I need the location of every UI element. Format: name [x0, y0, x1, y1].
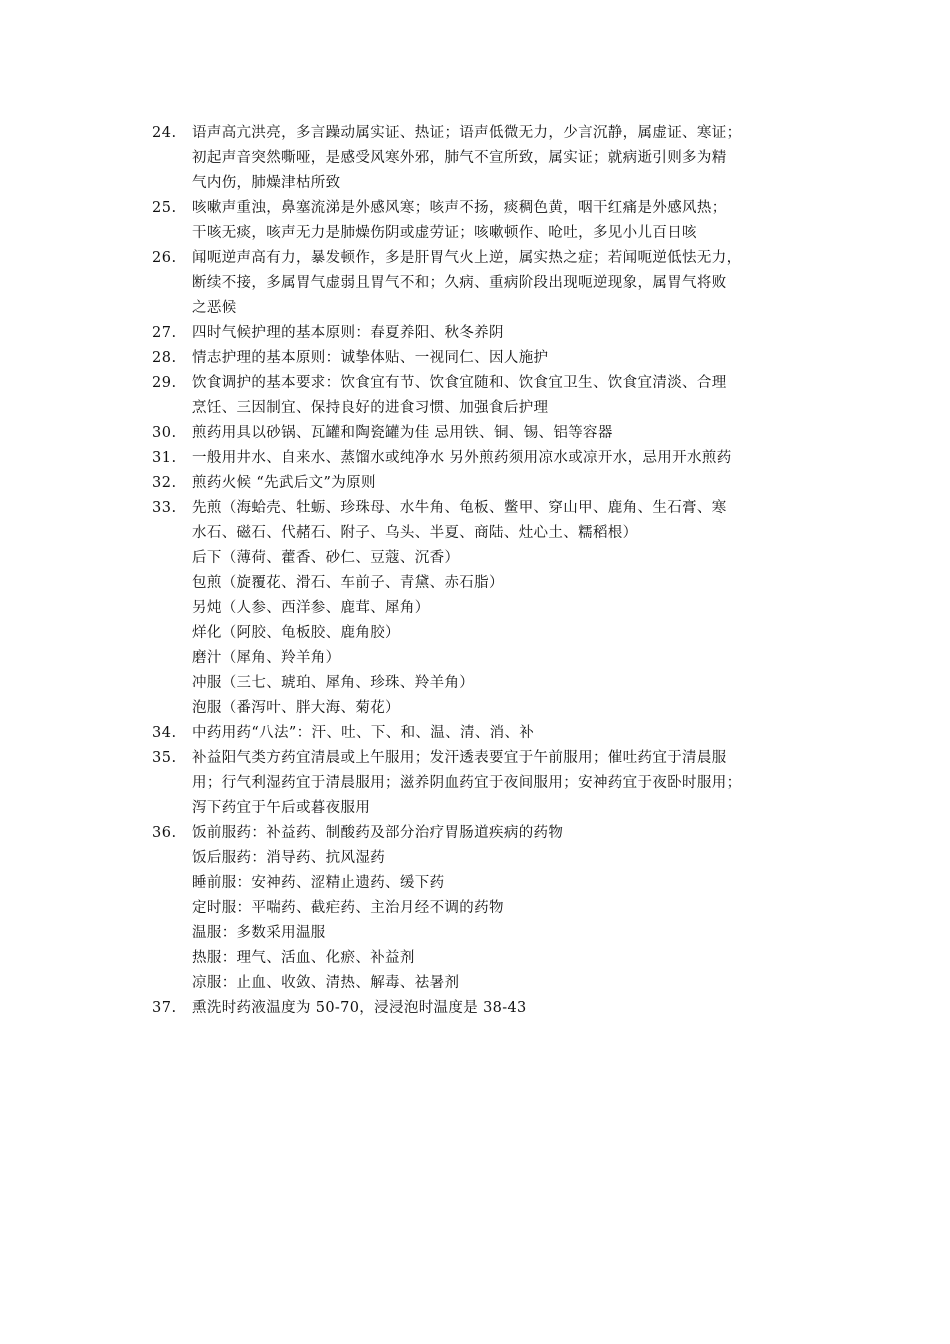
text-line: 咳嗽声重浊，鼻塞流涕是外感风寒；咳声不扬，痰稠色黄，咽干红痛是外感风热； — [192, 200, 727, 216]
text-line: 磨汁（犀角、羚羊角） — [192, 650, 341, 666]
item-number: 31. — [152, 450, 177, 466]
list-item — [0, 821, 950, 996]
item-number: 36. — [152, 825, 177, 841]
text-line: 四时气候护理的基本原则：春夏养阳、秋冬养阴 — [192, 325, 504, 341]
text-line: 后下（薄荷、藿香、砂仁、豆蔻、沉香） — [192, 550, 460, 566]
item-text — [192, 321, 832, 346]
item-text — [192, 821, 832, 996]
text-line: 情志护理的基本原则：诚挚体贴、一视同仁、因人施护 — [192, 350, 549, 366]
text-line: 泻下药宜于午后或暮夜服用 — [192, 800, 371, 816]
text-line: 一般用井水、自来水、蒸馏水或纯净水 另外煎药须用凉水或凉开水，忌用开水煎药 — [192, 450, 732, 466]
list-item — [0, 421, 950, 446]
list-item — [0, 121, 950, 196]
document-page — [0, 121, 950, 1021]
text-line: 水石、磁石、代赭石、附子、乌头、半夏、商陆、灶心土、糯稻根） — [192, 525, 638, 541]
text-line: 热服：理气、活血、化瘀、补益剂 — [192, 950, 415, 966]
text-line: 干咳无痰，咳声无力是肺燥伤阴或虚劳证；咳嗽顿作、呛吐，多见小儿百日咳 — [192, 225, 697, 241]
item-number: 37. — [152, 1000, 177, 1016]
item-number: 25. — [152, 200, 177, 216]
text-line: 气内伤，肺燥津枯所致 — [192, 175, 341, 191]
item-text — [192, 346, 832, 371]
text-line: 熏洗时药液温度为 50-70，浸浸泡时温度是 38-43 — [192, 1000, 527, 1016]
list-item — [0, 496, 950, 721]
item-number: 29. — [152, 375, 177, 391]
text-line: 先煎（海蛤壳、牡蛎、珍珠母、水牛角、龟板、鳖甲、穿山甲、鹿角、生石膏、寒 — [192, 500, 727, 516]
item-number: 28. — [152, 350, 177, 366]
text-line: 之恶候 — [192, 300, 237, 316]
item-text — [192, 746, 832, 821]
text-line: 中药用药“八法”：汗、吐、下、和、温、清、消、补 — [192, 725, 535, 741]
text-line: 补益阳气类方药宜清晨或上午服用；发汗透表要宜于午前服用；催吐药宜于清晨服 — [192, 750, 727, 766]
list-item — [0, 746, 950, 821]
item-text — [192, 446, 832, 471]
item-number: 30. — [152, 425, 177, 441]
text-line: 烹饪、三因制宜、保持良好的进食习惯、加强食后护理 — [192, 400, 549, 416]
item-number: 33. — [152, 500, 177, 516]
item-text — [192, 721, 832, 746]
item-number: 27. — [152, 325, 177, 341]
text-line: 语声高亢洪亮，多言躁动属实证、热证；语声低微无力，少言沉静，属虚证、寒证； — [192, 125, 742, 141]
item-text — [192, 471, 832, 496]
item-number: 34. — [152, 725, 177, 741]
item-number: 26. — [152, 250, 177, 266]
list-item — [0, 446, 950, 471]
text-line: 温服：多数采用温服 — [192, 925, 326, 941]
list-item — [0, 196, 950, 246]
text-line: 用；行气利湿药宜于清晨服用；滋养阴血药宜于夜间服用；安神药宜于夜卧时服用； — [192, 775, 742, 791]
item-number: 32. — [152, 475, 177, 491]
item-number: 24. — [152, 125, 177, 141]
item-text — [192, 996, 832, 1021]
item-text — [192, 371, 832, 421]
text-line: 饭后服药：消导药、抗风湿药 — [192, 850, 386, 866]
text-line: 初起声音突然嘶哑，是感受风寒外邪，肺气不宣所致，属实证；就病逝引则多为精 — [192, 150, 727, 166]
item-text — [192, 246, 832, 321]
text-line: 另炖（人参、西洋参、鹿茸、犀角） — [192, 600, 430, 616]
item-text — [192, 121, 832, 196]
item-number: 35. — [152, 750, 177, 766]
list-item — [0, 346, 950, 371]
text-line: 烊化（阿胶、龟板胶、鹿角胶） — [192, 625, 400, 641]
text-line: 煎药用具以砂锅、瓦罐和陶瓷罐为佳 忌用铁、铜、锡、铝等容器 — [192, 425, 613, 441]
item-text — [192, 496, 832, 721]
list-item — [0, 321, 950, 346]
list-item — [0, 246, 950, 321]
text-line: 闻呃逆声高有力，暴发顿作，多是肝胃气火上逆，属实热之症；若闻呃逆低怯无力， — [192, 250, 742, 266]
text-line: 饭前服药：补益药、制酸药及部分治疗胃肠道疾病的药物 — [192, 825, 564, 841]
text-line: 包煎（旋覆花、滑石、车前子、青黛、赤石脂） — [192, 575, 504, 591]
text-line: 泡服（番泻叶、胖大海、菊花） — [192, 700, 400, 716]
text-line: 冲服（三七、琥珀、犀角、珍珠、羚羊角） — [192, 675, 475, 691]
list-item — [0, 471, 950, 496]
text-line: 睡前服：安神药、涩精止遗药、缓下药 — [192, 875, 445, 891]
list-item — [0, 721, 950, 746]
list-item — [0, 996, 950, 1021]
item-text — [192, 421, 832, 446]
item-text — [192, 196, 832, 246]
text-line: 定时服：平喘药、截疟药、主治月经不调的药物 — [192, 900, 504, 916]
text-line: 饮食调护的基本要求：饮食宜有节、饮食宜随和、饮食宜卫生、饮食宜清淡、合理 — [192, 375, 727, 391]
text-line: 凉服：止血、收敛、清热、解毒、祛暑剂 — [192, 975, 460, 991]
list-item — [0, 371, 950, 421]
text-line: 煎药火候 “先武后文”为原则 — [192, 475, 376, 491]
text-line: 断续不接，多属胃气虚弱且胃气不和；久病、重病阶段出现呃逆现象，属胃气将败 — [192, 275, 727, 291]
